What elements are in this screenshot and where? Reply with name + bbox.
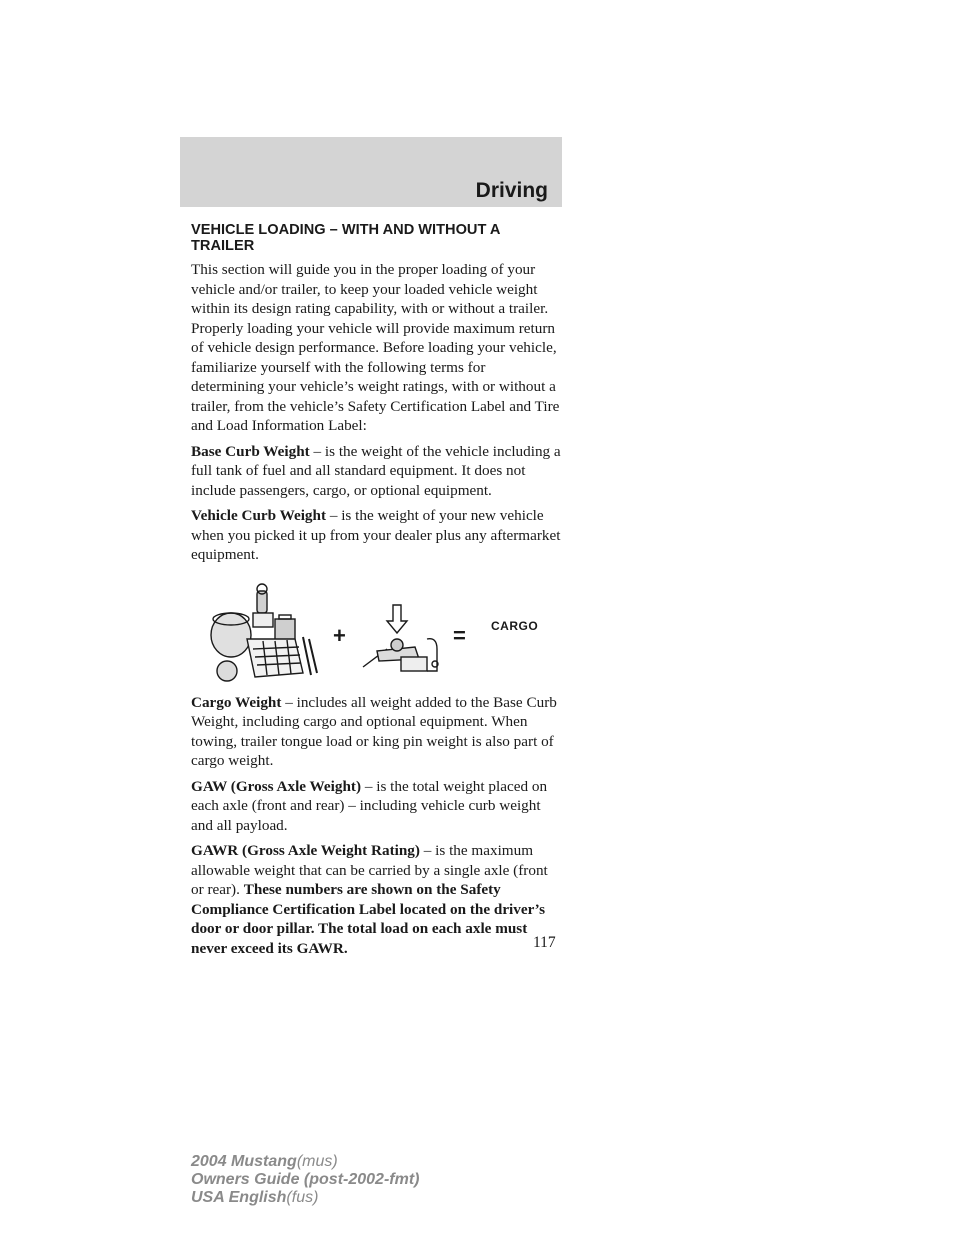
term-label: GAW (Gross Axle Weight) [191, 777, 362, 795]
page-content [191, 222, 561, 964]
gaw-paragraph [191, 777, 561, 836]
term-label: Cargo Weight [191, 693, 282, 711]
term-definition: – is the maximum allowable weight that can be carried by a single axle (front or rear). [191, 842, 548, 898]
term-label: Base Curb Weight [191, 442, 310, 460]
section-heading: VEHICLE LOADING – WITH AND WITHOUT A TRAILER [191, 222, 500, 254]
gawr-emphasis: These numbers are shown on the Safety Compliance Certification Label located on the driver’s door or door pillar. The total load on each axle must never exceed its GAWR. [191, 881, 546, 957]
vehicle-curb-weight-paragraph [191, 506, 561, 565]
section-title: Driving [475, 179, 548, 202]
footer-model: 2004 Mustang [191, 1153, 297, 1170]
term-definition: – is the total weight placed on each axle (front and rear) – including vehicle curb weight and all payload. [191, 777, 548, 834]
footer-line-1 [191, 1153, 419, 1171]
plus-sign: + [333, 622, 346, 648]
document-footer [191, 1153, 419, 1207]
page-number: 117 [533, 934, 556, 951]
footer-line-2: Owners Guide (post-2002-fmt) [191, 1171, 420, 1188]
cargo-weight-illustration [191, 577, 561, 687]
cargo-result-label: CARGO [491, 618, 539, 633]
footer-language-code: (fus) [286, 1189, 319, 1206]
cargo-items-icon [211, 584, 317, 681]
footer-language: USA English [191, 1189, 287, 1206]
term-definition: – includes all weight added to the Base Curb Weight, including cargo and optional equipment. When towing, trailer tongue load or king pin weight is also part of cargo weight. [191, 693, 557, 769]
term-definition: – is the weight of your new vehicle when you picked it up from your dealer plus any aftermarket equipment. [191, 507, 561, 563]
cargo-weight-paragraph [191, 693, 561, 771]
section-header-band [180, 137, 562, 207]
intro-paragraph: This section will guide you in the proper loading of your vehicle and/or trailer, to keep your loaded vehicle weight within its design rating capability, with or without a trailer. Properly loading your vehicle will provide maximum return of vehicle design performance. Before loading your vehicle, familiarize yourself with the following terms for determining your vehicle’s weight ratings, with or without a trailer, from the vehicle’s Safety Certification Label and Tire and Load Information Label: [191, 261, 560, 434]
term-label: GAWR (Gross Axle Weight Rating) [191, 842, 420, 859]
gawr-paragraph [191, 841, 561, 958]
footer-line-3 [191, 1189, 419, 1207]
trailer-hitch-icon [363, 605, 438, 671]
term-label: Vehicle Curb Weight [191, 507, 327, 524]
equals-sign: = [453, 622, 466, 648]
footer-model-code: (mus) [296, 1153, 338, 1170]
term-definition: – is the weight of the vehicle including a full tank of fuel and all standard equipment. It does not include passengers, cargo, or optional equipment. [191, 442, 561, 499]
base-curb-weight-paragraph [191, 442, 561, 501]
